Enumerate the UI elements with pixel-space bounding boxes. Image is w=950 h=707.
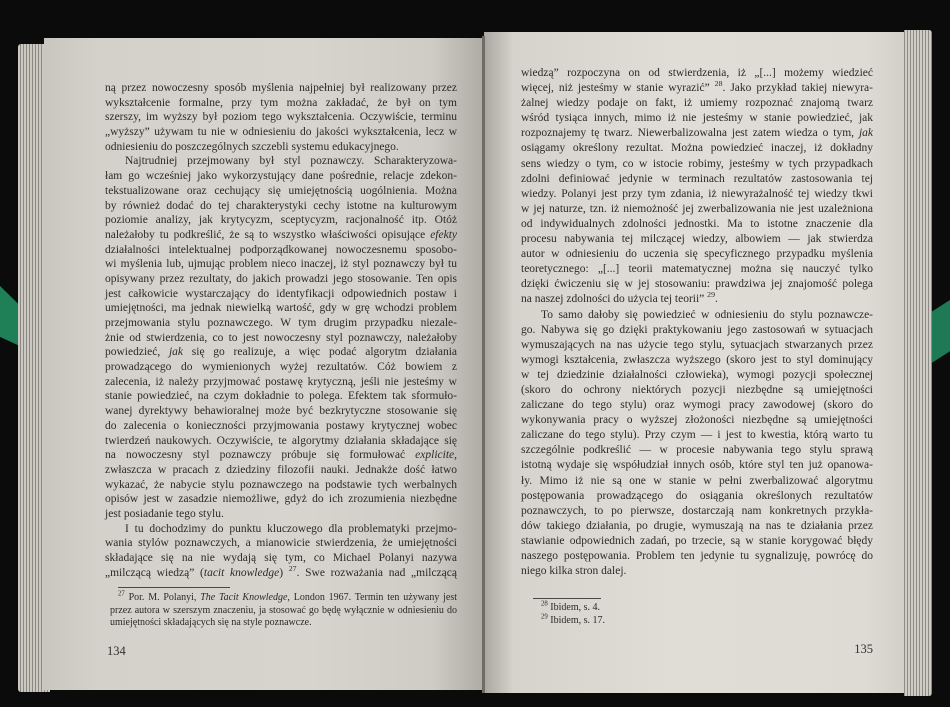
footnote-number: 28 (541, 600, 548, 608)
footnote-line (110, 592, 457, 605)
italic-text: jak (858, 127, 873, 140)
text-line: osiągamy określony rezultat. Można powiedzieć inaczej, iż dokładny (521, 142, 873, 155)
text-line (105, 448, 457, 463)
footnote-ref: 27 (288, 563, 297, 573)
text-line: ną przez nowoczesny sposób myślenia najpełniej był realizowany przez (105, 82, 457, 94)
footnote-separator (118, 587, 230, 588)
page-edges-right (904, 30, 932, 696)
text-run: . (714, 293, 718, 306)
text-run: . Jako przykład takiej niewyra- (722, 82, 873, 95)
text-line: wania stylów poznawczych, a mianowicie stwierdzenia, że umiejętności (105, 537, 457, 550)
text-line: zaliczane do tego stylu). Przy czym — i jest to kwestia, którą warto tu (521, 429, 873, 442)
text-run: „milczącą wiedzą” ( (105, 566, 204, 579)
footnote-line (541, 602, 841, 615)
text-line: od indywidualnych zdolności jednostki. Ma to istotne znaczenie dla (521, 217, 873, 230)
text-line: w tej dziedzinie działalności człowieka), wymogi pozycji społecznej (521, 368, 873, 381)
footnote-ref: 29 (707, 290, 715, 300)
text-line: do zalecenia o konieczności przyjmowania postawy krytycznej wobec (105, 419, 457, 432)
text-line: ły. Mimo iż nie są one w stanie w pełni zwerbalizować algorytmu (521, 474, 873, 487)
italic-text: The Tacit Knowledge (200, 592, 288, 603)
text-run: więcej, niż jesteśmy w stanie wyrazić” (521, 82, 715, 95)
text-line (521, 126, 873, 141)
text-line: wi myślenia lub, ujmując problem nieco inaczej, iż styl poznawczy był tu (105, 258, 457, 271)
text-line: dów takiego działania, po drugie, wymuszają na nas te działania przez (521, 519, 873, 532)
text-line: wiedzą” rozpoczyna on od stwierdzenia, iż „[...] możemy wiedzieć (521, 67, 873, 79)
text-run: na naszej zdolności do użycia tej teorii” (521, 293, 708, 306)
left-page-body (105, 81, 457, 580)
footnote-separator (533, 598, 601, 599)
text-run: . Swe rozważania nad „milczącą (296, 566, 457, 579)
footnote-number: 27 (118, 590, 125, 598)
text-line: go. Nabywa się go dzięki praktykowaniu jego zastosowań w sytuacjach (521, 323, 873, 336)
text-line: autor w odniesieniu do uczenia się specyficznego przypadku myślenia (521, 248, 873, 261)
text-line: wykazać, że nabycie stylu poznawczego na podstawie tych werbalnych (105, 478, 457, 491)
text-line: działalności intelektualnej podporządkowanej nowoczesnemu sposobo- (105, 243, 457, 256)
text-line: opisywany przez rezultaty, do jakich prowadzi jego stosowanie. Ten opis (105, 272, 457, 285)
text-line: procesu nabywania tej milczącej wiedzy, albowiem — jak stwierdza (521, 233, 873, 246)
text-line: wykształcenie formalne, przy tym można zakładać, że był on tym (105, 96, 457, 109)
text-run: Ibidem, s. 4. (547, 602, 601, 613)
text-run: , (454, 449, 457, 462)
text-line: I tu dochodzimy do punktu kluczowego dla problematyki przejmo- (125, 522, 457, 535)
text-run: powiedzieć, (105, 346, 169, 359)
text-line: postępowania prowadzącego do osiągania określonych rezultatów (521, 489, 873, 502)
right-page-body (521, 66, 873, 579)
text-line: by również dodać do tej charakterystyki cechy istotne na kulturowym (105, 199, 457, 212)
italic-text: explicite (415, 449, 455, 462)
text-line: stanie powiedzieć, na czym dokładnie to polega. Efektem tak sformuło- (105, 390, 457, 403)
book-spine (482, 36, 485, 693)
text-line: istotną wydaje się współudział innych osób, które styl ten już opanowa- (521, 459, 873, 472)
footnote-line: przez autora w szerszym znaczeniu, ja stosować go będę wyłącznie w odniesieniu do (110, 604, 457, 616)
text-line (521, 81, 873, 96)
text-run: , London 1967. Termin ten używany jest (287, 592, 457, 603)
text-line (105, 228, 457, 243)
text-line: To samo dałoby się powiedzieć w odniesieniu do stylu poznawcze- (541, 308, 873, 321)
text-line: jest całkowicie wystarczający do identyfikacji odpowiednich postaw i (105, 287, 457, 300)
italic-text: tacit knowledge (203, 566, 280, 579)
text-line: zalecenia, iż należy przyjmować postawę krytyczną, jeśli nie jesteśmy w (105, 375, 457, 388)
text-line: odniesieniu do poszczególnych szczebli systemu edukacyjnego. (105, 140, 399, 153)
text-line: „wyższy” używam tu nie w odniesieniu do jakości wykształcenia, lecz w (105, 126, 457, 139)
text-line: (skoro do ochrony niektórych pozycji niezbędne są umiejętności (521, 383, 873, 396)
text-line: poznawczych, to po pierwsze, dostarczają nam konkretnych przykła- (521, 504, 873, 517)
footnote-line: umiejętności składających się na style poznawcze. (110, 617, 312, 628)
text-line: prowadzącego do wymienionych wyżej rezultatów. Cóż bowiem z (105, 361, 457, 374)
text-line: żalnej wiedzy podaje on fakt, iż umiemy rozpoznać znajomą twarz (521, 97, 873, 110)
text-line: wymogi kształcenia, zwłaszcza wyższego (skoro jest to styl dominujący (521, 353, 873, 366)
text-line: umiejętności, ma jednak niewielką wartość, gdy w grę wchodzi problem (105, 302, 457, 315)
text-line: zdolni definiować jedynie w terminach rezultatów zastosowania tej (521, 172, 873, 185)
text-line: stawianie odpowiednich zadań, po trzecie, są w stanie korygować błędy (521, 534, 873, 547)
text-line: opisów jest w zasadzie niemożliwe, gdyż do ich zrozumienia niezbędne (105, 493, 457, 506)
footnote-ref: 28 (714, 79, 723, 89)
footnote-number: 29 (541, 613, 548, 621)
text-line: tekstualizowane oraz cechujący się umiejętnością uogólnienia. Można (105, 184, 457, 197)
text-run: na nowoczesny styl poznawczy próbuje się formułować (105, 449, 416, 462)
text-line: Najtrudniej przejmowany był styl poznawczy. Scharakteryzowa- (125, 155, 457, 168)
text-line: w jej naturze, tzn. iż niemożność jej zwerbalizowania nie jest uzależniona (521, 202, 873, 215)
text-line (105, 345, 457, 360)
text-line: wymuszających na nas użycie tego stylu, sytuacjach stwarzanych przez (521, 338, 873, 351)
text-line: szerszy, im wyższy był poziom tego wykształcenia. Oczywiście, terminu (105, 111, 457, 124)
text-line: żnie od stwierdzenia, co to jest nowoczesny styl poznawczy, należałoby (105, 331, 457, 344)
text-line: zwłaszcza w pracach z dziedziny filozofii nauki. Jednakże dość łatwo (105, 463, 457, 476)
text-line: wanej dyrektywy behawioralnej może być bezkrytyczne stosowanie się (105, 405, 457, 418)
text-line: jest posiadanie tego stylu. (105, 507, 224, 520)
text-line: przejmowania stylu poznawczego. W tym drugim przypadku niezale- (105, 317, 457, 329)
text-run: Ibidem, s. 17. (547, 614, 606, 626)
text-run: należałoby tu podkreślić, że są to wszystko właściwości opisujące (105, 228, 431, 241)
page-number-left: 134 (107, 644, 126, 658)
text-line: zaliczane do tego stylu) oraz wymogi pracy zawodowej (skoro do (521, 399, 873, 412)
text-line (521, 292, 873, 307)
footnote-line (541, 615, 841, 628)
text-line: niego kilka stron dalej. (521, 565, 627, 578)
text-line: łam go wcześniej jako wykorzystujący dane pośrednie, relacje zdekon- (105, 170, 457, 183)
text-line: wykonywania pracy o wyższej złożoności niezbędne są umiejętności (521, 414, 873, 427)
left-footnotes (110, 592, 457, 630)
text-line: wśród tysiąca innych, mimo iż nie jesteśmy w stanie powiedzieć, jak (521, 112, 873, 125)
text-run: Por. M. Polanyi, (124, 592, 201, 603)
text-line: wiedzy. Polanyi jest przy tym zdania, iż niewyrażalność tej wiedzy tkwi (521, 187, 873, 200)
text-line: sens wiedzy o tym, co w istocie robimy, jesteśmy w tych przypadkach (521, 157, 873, 170)
text-line: teoretycznego: „[...] teorii matematycznej można się nauczyć tylko (521, 263, 873, 276)
page-number-right: 135 (854, 642, 873, 656)
text-line: poziomie analizy, jak krytycyzm, sceptycyzm, racjonalność itp. Otóż (105, 214, 457, 227)
text-run: rozpoznajemy tę twarz. Niewerbalizowalna jest zatem wiedza o tym, (521, 127, 859, 140)
italic-text: jak (168, 346, 184, 359)
text-line: naszego postępowania. Problem ten jedynie tu sygnalizuję, powrócę do (521, 550, 873, 562)
text-line (105, 563, 457, 581)
right-footnotes (541, 602, 841, 627)
text-line: dzięki ćwiczeniu się w jej stosowaniu: prawdziwa jej znajomość polega (521, 278, 873, 291)
text-line: twierdzeń naukowych. Oczywiście, te algorytmy działania składające się (105, 434, 457, 447)
italic-text: efekty (430, 228, 457, 241)
green-strip-right (930, 300, 950, 364)
text-run: się go realizuje, a więc podać algorytm działania (183, 346, 457, 359)
text-line: szczególnie podkreślić — w procesie nabywania tego stylu sprawą (521, 444, 873, 457)
text-run: ) (279, 566, 289, 579)
text-line: składające się na nie wydają się tym, co Michael Polanyi nazywa (105, 552, 457, 564)
